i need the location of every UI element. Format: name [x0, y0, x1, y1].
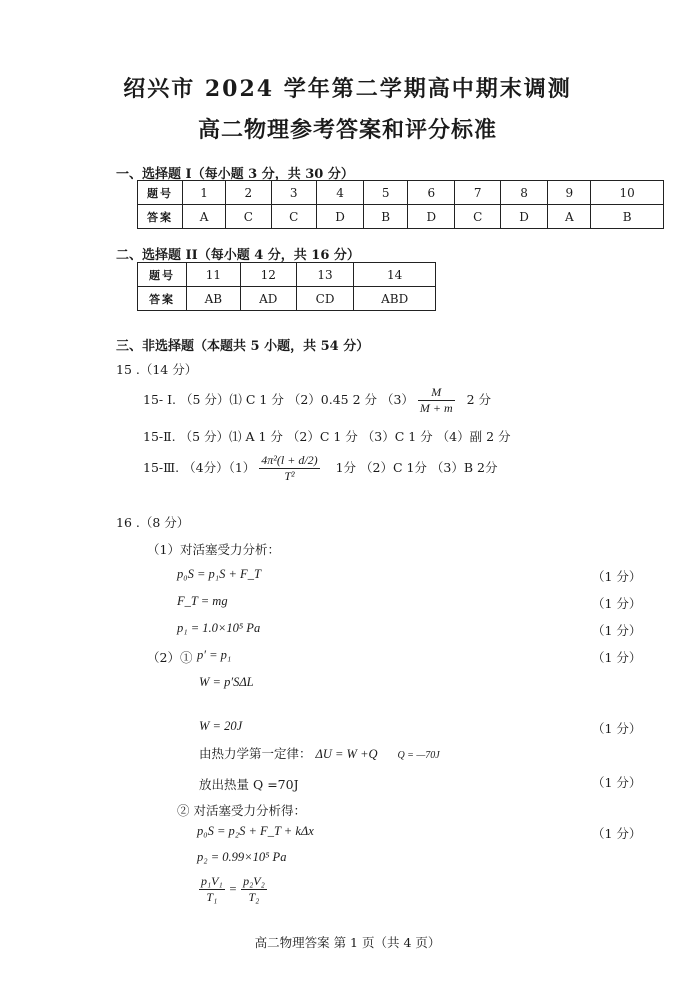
section2-heading: 二、选择题 II（每小题 4 分，共 16 分） — [116, 248, 360, 263]
fraction-denominator: M + m — [419, 401, 453, 415]
q16-sub2-heading: ② 对活塞受力分析得： — [177, 803, 306, 818]
table-row — [138, 263, 436, 287]
equation-9-right-fraction — [241, 874, 267, 905]
section1-heading: 一、选择题 I（每小题 3 分，共 30 分） — [116, 167, 354, 182]
page-footer: 高二物理答案 第 1 页（共 4 页） — [254, 935, 441, 950]
score-label: （1 分） — [592, 569, 642, 584]
question-number-cell: 14 — [354, 263, 436, 287]
answer-cell: D — [316, 205, 363, 229]
answer-cell: C — [271, 205, 316, 229]
table-row — [138, 181, 664, 205]
question-number-cell: 11 — [187, 263, 241, 287]
answer-table-1 — [137, 180, 664, 229]
answer-cell: B — [364, 205, 408, 229]
q15-part3-suffix: 1分 （2）C 1分 （3）B 2分 — [335, 460, 498, 475]
thermo-law-text: 由热力学第一定律： — [199, 746, 312, 761]
question-number-cell: 7 — [455, 181, 500, 205]
heat-released: 放出热量 Q =70J — [199, 777, 299, 792]
equation-3: p₁ = 1.0×10⁵ Pa — [177, 621, 261, 635]
answer-table-2 — [137, 262, 436, 311]
question-number-cell: 8 — [500, 181, 547, 205]
equation-4: p′ = p₁ — [197, 648, 232, 662]
equation-9-left-fraction — [199, 874, 225, 905]
answer-cell: C — [226, 205, 271, 229]
fraction-numerator: p₁V₁ — [201, 874, 223, 888]
fraction-numerator: p₂V₂ — [243, 874, 265, 888]
score-label: （1 分） — [592, 650, 642, 665]
question-number-cell: 4 — [316, 181, 363, 205]
q15-part3 — [143, 453, 497, 484]
answer-cell: A — [548, 205, 591, 229]
equation-8: p₂ = 0.99×10⁵ Pa — [197, 850, 287, 864]
equation-7: p₀S = p₂S + F_T + kΔx — [197, 824, 314, 838]
question-number-cell: 5 — [364, 181, 408, 205]
answer-cell: AB — [187, 287, 241, 311]
equation-1: p₀S = p₁S + F_T — [177, 567, 261, 581]
fraction-numerator: 4π²(l + d/2) — [261, 453, 318, 467]
table-row — [138, 205, 664, 229]
document-title: 绍兴市 2024 学年第二学期高中期末调测 — [123, 76, 572, 102]
answer-cell: B — [591, 205, 664, 229]
question-number-cell: 2 — [226, 181, 271, 205]
question-number-cell: 6 — [408, 181, 455, 205]
answer-cell: C — [455, 205, 500, 229]
answer-cell: D — [500, 205, 547, 229]
answer-cell: ABD — [354, 287, 436, 311]
table-row-label: 题号 — [138, 181, 183, 205]
table-row-label: 题号 — [138, 263, 187, 287]
q15-part1-prefix: 15- Ⅰ. （5 分）⑴ C 1 分 （2）0.45 2 分 （3） — [143, 392, 414, 407]
q15-part3-fraction — [259, 453, 319, 484]
question-number-cell: 9 — [548, 181, 591, 205]
q16-part2-label: （2）① — [147, 650, 193, 665]
question-number-cell: 12 — [240, 263, 296, 287]
q15-part2: 15-Ⅱ. （5 分）⑴ A 1 分 （2）C 1 分 （3）C 1 分 （4）副 2 分 — [143, 429, 511, 444]
question-number-cell: 10 — [591, 181, 664, 205]
table-row-label: 答案 — [138, 287, 187, 311]
q15-part1 — [143, 385, 491, 416]
score-label: （1 分） — [592, 721, 642, 736]
answer-cell: AD — [240, 287, 296, 311]
q15-part3-prefix: 15-Ⅲ. （4分）（1） — [143, 460, 256, 475]
table-row — [138, 287, 436, 311]
score-label: （1 分） — [592, 623, 642, 638]
answer-cell: CD — [296, 287, 354, 311]
equation-2: F_T = mg — [177, 594, 228, 608]
question-number-cell: 13 — [296, 263, 354, 287]
document-subtitle: 高二物理参考答案和评分标准 — [197, 117, 497, 143]
q16-label: 16 .（8 分） — [116, 515, 190, 530]
question-number-cell: 1 — [183, 181, 226, 205]
equation-9 — [199, 874, 267, 905]
table-row-label: 答案 — [138, 205, 183, 229]
score-label: （1 分） — [592, 775, 642, 790]
question-number-cell: 3 — [271, 181, 316, 205]
q15-part1-suffix: 2 分 — [466, 392, 492, 407]
thermo-law-equation: ΔU = W +Q — [315, 747, 378, 761]
fraction-denominator: T² — [284, 469, 295, 483]
thermo-law-result: Q = —70J — [397, 750, 440, 761]
q15-part1-fraction — [418, 385, 455, 416]
q15-label: 15 .（14 分） — [116, 362, 198, 377]
equation-6: W = 20J — [199, 719, 243, 733]
answer-cell: A — [183, 205, 226, 229]
equation-5: W = p′SΔL — [199, 675, 254, 689]
score-label: （1 分） — [592, 596, 642, 611]
answer-cell: D — [408, 205, 455, 229]
equals-sign: = — [228, 882, 238, 896]
score-label: （1 分） — [592, 826, 642, 841]
fraction-numerator: M — [418, 385, 455, 401]
thermo-law — [199, 744, 440, 762]
section3-heading: 三、非选择题（本题共 5 小题，共 54 分） — [116, 339, 370, 354]
fraction-denominator: T₁ — [206, 890, 218, 904]
q16-part1-heading: （1）对活塞受力分析： — [147, 542, 280, 557]
fraction-denominator: T₂ — [248, 890, 260, 904]
